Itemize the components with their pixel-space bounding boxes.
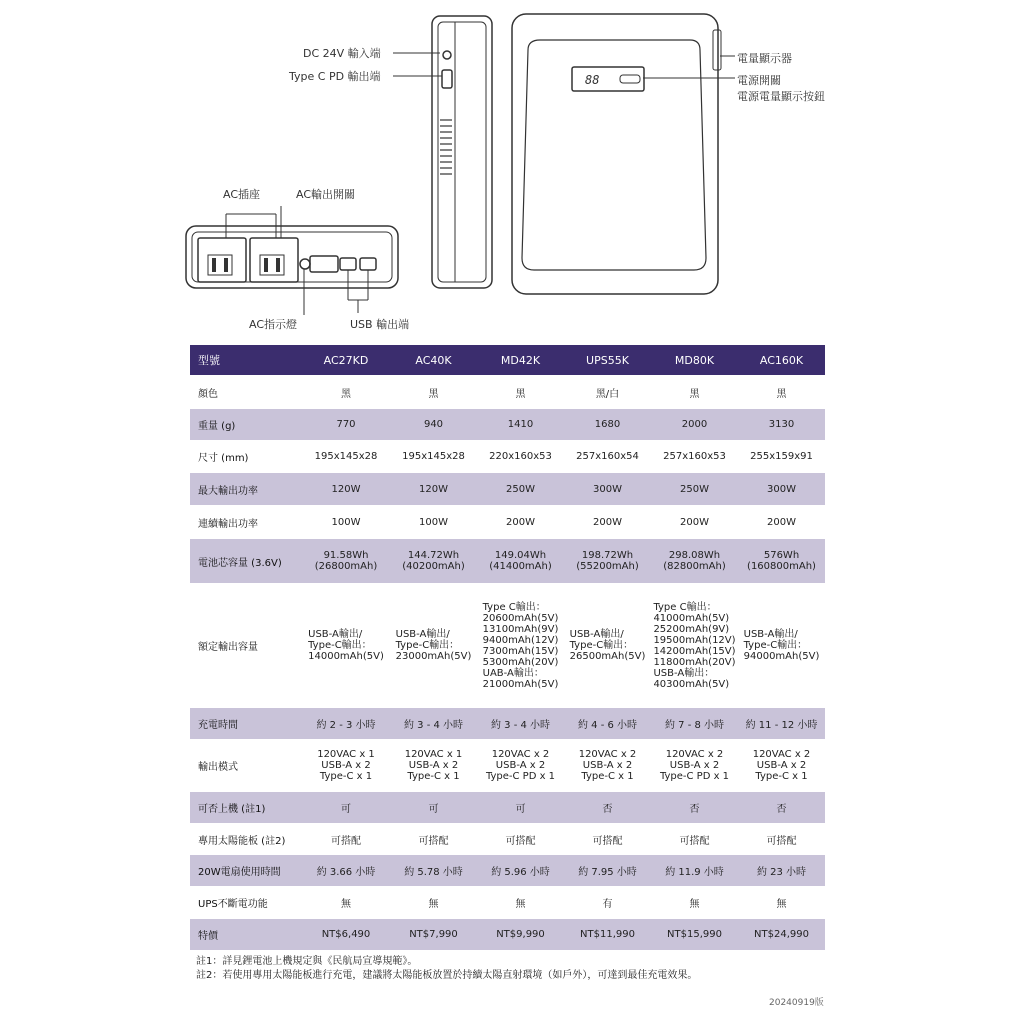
table-cell: 250W xyxy=(477,473,564,506)
table-row-output-mode xyxy=(190,740,825,792)
header-cell: AC160K xyxy=(738,345,825,376)
table-row-carry-on xyxy=(190,792,825,824)
table-cell: 298.08Wh (82800mAh) xyxy=(651,539,738,584)
label-ac-socket: AC插座 xyxy=(223,188,261,201)
table-cell: USB-A輸出/ Type-C輸出： 94000mAh(5V) xyxy=(743,629,820,662)
table-cell: 無 xyxy=(738,887,825,919)
table-cell: 200W xyxy=(651,506,738,539)
table-cell: 255x159x91 xyxy=(738,441,825,473)
table-cell: NT$9,990 xyxy=(477,919,564,951)
label-power-switch: 電源開關 xyxy=(737,74,781,87)
table-cell: 100W xyxy=(302,506,390,539)
label-battery-display: 電量顯示器 xyxy=(737,52,792,65)
table-cell: 約 11.9 小時 xyxy=(651,855,738,887)
table-cell: 2000 xyxy=(651,409,738,441)
side-view xyxy=(432,16,492,288)
row-label: 連續輸出功率 xyxy=(190,506,302,539)
table-cell: 300W xyxy=(564,473,651,506)
table-cell: 257x160x53 xyxy=(651,441,738,473)
table-cell: 940 xyxy=(390,409,477,441)
table-cell: USB-A輸出/ Type-C輸出： 14000mAh(5V) xyxy=(308,629,384,662)
table-cell: NT$11,990 xyxy=(564,919,651,951)
table-cell: 可搭配 xyxy=(390,824,477,855)
front-view xyxy=(512,14,721,294)
table-cell: 257x160x54 xyxy=(564,441,651,473)
table-cell: 200W xyxy=(564,506,651,539)
table-row-continuous-power xyxy=(190,506,825,539)
row-label: UPS不斷電功能 xyxy=(190,887,302,919)
row-label: 特價 xyxy=(190,919,302,951)
spec-table xyxy=(190,345,825,951)
table-cell: 可 xyxy=(302,792,390,824)
table-row-fan-runtime xyxy=(190,855,825,887)
table-cell: 無 xyxy=(651,887,738,919)
table-cell: 有 xyxy=(564,887,651,919)
table-cell: 黑 xyxy=(738,376,825,409)
label-ac-switch: AC輸出開關 xyxy=(296,188,356,201)
product-diagram xyxy=(0,0,1024,340)
table-row-battery-capacity xyxy=(190,539,825,584)
table-cell: 300W xyxy=(738,473,825,506)
table-cell: 黑 xyxy=(651,376,738,409)
table-cell: 120VAC x 2 USB-A x 2 Type-C x 1 xyxy=(564,740,651,792)
label-power-display-button: 電源電量顯示按鈕 xyxy=(737,90,825,103)
table-cell: USB-A輸出/ Type-C輸出： 26500mAh(5V) xyxy=(569,629,646,662)
table-row-ups xyxy=(190,887,825,919)
table-cell: 195x145x28 xyxy=(390,441,477,473)
footnote-1: 註1：詳見鋰電池上機規定與《民航局宣導規範》。 xyxy=(196,956,418,967)
table-cell: 200W xyxy=(477,506,564,539)
table-cell: 約 11 - 12 小時 xyxy=(738,708,825,740)
table-cell: 144.72Wh (40200mAh) xyxy=(390,539,477,584)
table-row-price xyxy=(190,919,825,951)
header-cell: MD42K xyxy=(477,345,564,376)
table-cell: Type C輸出： 41000mAh(5V) 25200mAh(9V) 19500mAh(12V) 14200mAh(15V) 11800mAh(20V) USB-A輸出： 40300mAh(5V) xyxy=(653,601,736,690)
table-cell: 否 xyxy=(564,792,651,824)
table-cell: 約 7.95 小時 xyxy=(564,855,651,887)
header-cell: AC40K xyxy=(390,345,477,376)
header-cell: UPS55K xyxy=(564,345,651,376)
table-cell: 否 xyxy=(738,792,825,824)
row-label: 專用太陽能板 (註2) xyxy=(190,824,302,855)
table-cell: Type C輸出： 20600mAh(5V) 13100mAh(9V) 9400mAh(12V) 7300mAh(15V) 5300mAh(20V) UAB-A輸出： 21000mAh(5V) xyxy=(482,601,559,690)
table-cell: 120W xyxy=(302,473,390,506)
table-cell: 無 xyxy=(477,887,564,919)
table-row-size xyxy=(190,441,825,473)
row-label: 充電時間 xyxy=(190,708,302,740)
label-dc-input: DC 24V 輸入端 xyxy=(303,47,381,60)
table-cell: 1680 xyxy=(564,409,651,441)
table-cell: 約 3.66 小時 xyxy=(302,855,390,887)
table-row-color xyxy=(190,376,825,409)
version-label: 20240919版 xyxy=(769,998,824,1008)
table-cell: 黑 xyxy=(302,376,390,409)
table-cell: 200W xyxy=(738,506,825,539)
row-label: 可否上機 (註1) xyxy=(190,792,302,824)
table-header-row xyxy=(190,345,825,376)
footnote-2: 註2：若使用專用太陽能板進行充電，建議將太陽能板放置於持續太陽直射環境（如戶外），可達到最佳充電效果。 xyxy=(196,970,698,981)
table-cell: 576Wh (160800mAh) xyxy=(738,539,825,584)
table-cell: 120VAC x 2 USB-A x 2 Type-C PD x 1 xyxy=(651,740,738,792)
table-cell: 無 xyxy=(302,887,390,919)
table-cell: 約 3 - 4 小時 xyxy=(390,708,477,740)
device-illustration xyxy=(0,0,1024,340)
table-row-charge-time xyxy=(190,708,825,740)
table-row-rated-output xyxy=(190,584,825,708)
row-label: 20W電扇使用時間 xyxy=(190,855,302,887)
row-label: 尺寸 (mm) xyxy=(190,441,302,473)
table-cell: NT$7,990 xyxy=(390,919,477,951)
table-cell: 可搭配 xyxy=(564,824,651,855)
table-row-weight xyxy=(190,409,825,441)
table-cell: NT$24,990 xyxy=(738,919,825,951)
table-cell: 約 5.78 小時 xyxy=(390,855,477,887)
row-label: 電池芯容量 (3.6V) xyxy=(190,539,302,584)
table-cell: 1410 xyxy=(477,409,564,441)
row-label: 額定輸出容量 xyxy=(190,584,302,708)
label-ac-indicator: AC指示燈 xyxy=(249,318,298,331)
table-cell: 約 4 - 6 小時 xyxy=(564,708,651,740)
table-cell: 220x160x53 xyxy=(477,441,564,473)
row-label: 重量 (g) xyxy=(190,409,302,441)
table-cell: NT$15,990 xyxy=(651,919,738,951)
row-label: 最大輸出功率 xyxy=(190,473,302,506)
footnotes xyxy=(196,955,697,983)
table-cell: 120VAC x 1 USB-A x 2 Type-C x 1 xyxy=(390,740,477,792)
table-cell: 約 5.96 小時 xyxy=(477,855,564,887)
label-usb-output: USB 輸出端 xyxy=(350,318,410,331)
table-cell: 可 xyxy=(390,792,477,824)
row-label: 輸出模式 xyxy=(190,740,302,792)
table-cell: 黑 xyxy=(477,376,564,409)
table-cell: 770 xyxy=(302,409,390,441)
table-cell: NT$6,490 xyxy=(302,919,390,951)
table-cell: 可搭配 xyxy=(651,824,738,855)
display-digits: 88 xyxy=(585,73,600,87)
table-cell: 可 xyxy=(477,792,564,824)
table-cell: 可搭配 xyxy=(477,824,564,855)
table-cell: 120VAC x 2 USB-A x 2 Type-C PD x 1 xyxy=(477,740,564,792)
table-cell: 可搭配 xyxy=(302,824,390,855)
header-cell-model: 型號 xyxy=(190,345,302,376)
table-cell: 約 2 - 3 小時 xyxy=(302,708,390,740)
table-cell: 120VAC x 2 USB-A x 2 Type-C x 1 xyxy=(738,740,825,792)
table-cell: 195x145x28 xyxy=(302,441,390,473)
bottom-view xyxy=(186,226,398,288)
table-cell: 否 xyxy=(651,792,738,824)
table-row-max-power xyxy=(190,473,825,506)
header-cell: MD80K xyxy=(651,345,738,376)
table-cell: 約 7 - 8 小時 xyxy=(651,708,738,740)
table-cell: 120W xyxy=(390,473,477,506)
table-cell: 100W xyxy=(390,506,477,539)
table-cell: 約 3 - 4 小時 xyxy=(477,708,564,740)
table-cell: 250W xyxy=(651,473,738,506)
table-row-solar-panel xyxy=(190,824,825,855)
table-cell: 3130 xyxy=(738,409,825,441)
row-label: 顏色 xyxy=(190,376,302,409)
table-cell: 黑 xyxy=(390,376,477,409)
table-cell: 可搭配 xyxy=(738,824,825,855)
table-cell: 198.72Wh (55200mAh) xyxy=(564,539,651,584)
table-cell: 149.04Wh (41400mAh) xyxy=(477,539,564,584)
table-cell: 91.58Wh (26800mAh) xyxy=(302,539,390,584)
table-cell: USB-A輸出/ Type-C輸出： 23000mAh(5V) xyxy=(395,629,472,662)
label-typec-output: Type C PD 輸出端 xyxy=(289,70,381,83)
table-cell: 無 xyxy=(390,887,477,919)
table-cell: 黑/白 xyxy=(564,376,651,409)
table-cell: 約 23 小時 xyxy=(738,855,825,887)
header-cell: AC27KD xyxy=(302,345,390,376)
table-cell: 120VAC x 1 USB-A x 2 Type-C x 1 xyxy=(302,740,390,792)
